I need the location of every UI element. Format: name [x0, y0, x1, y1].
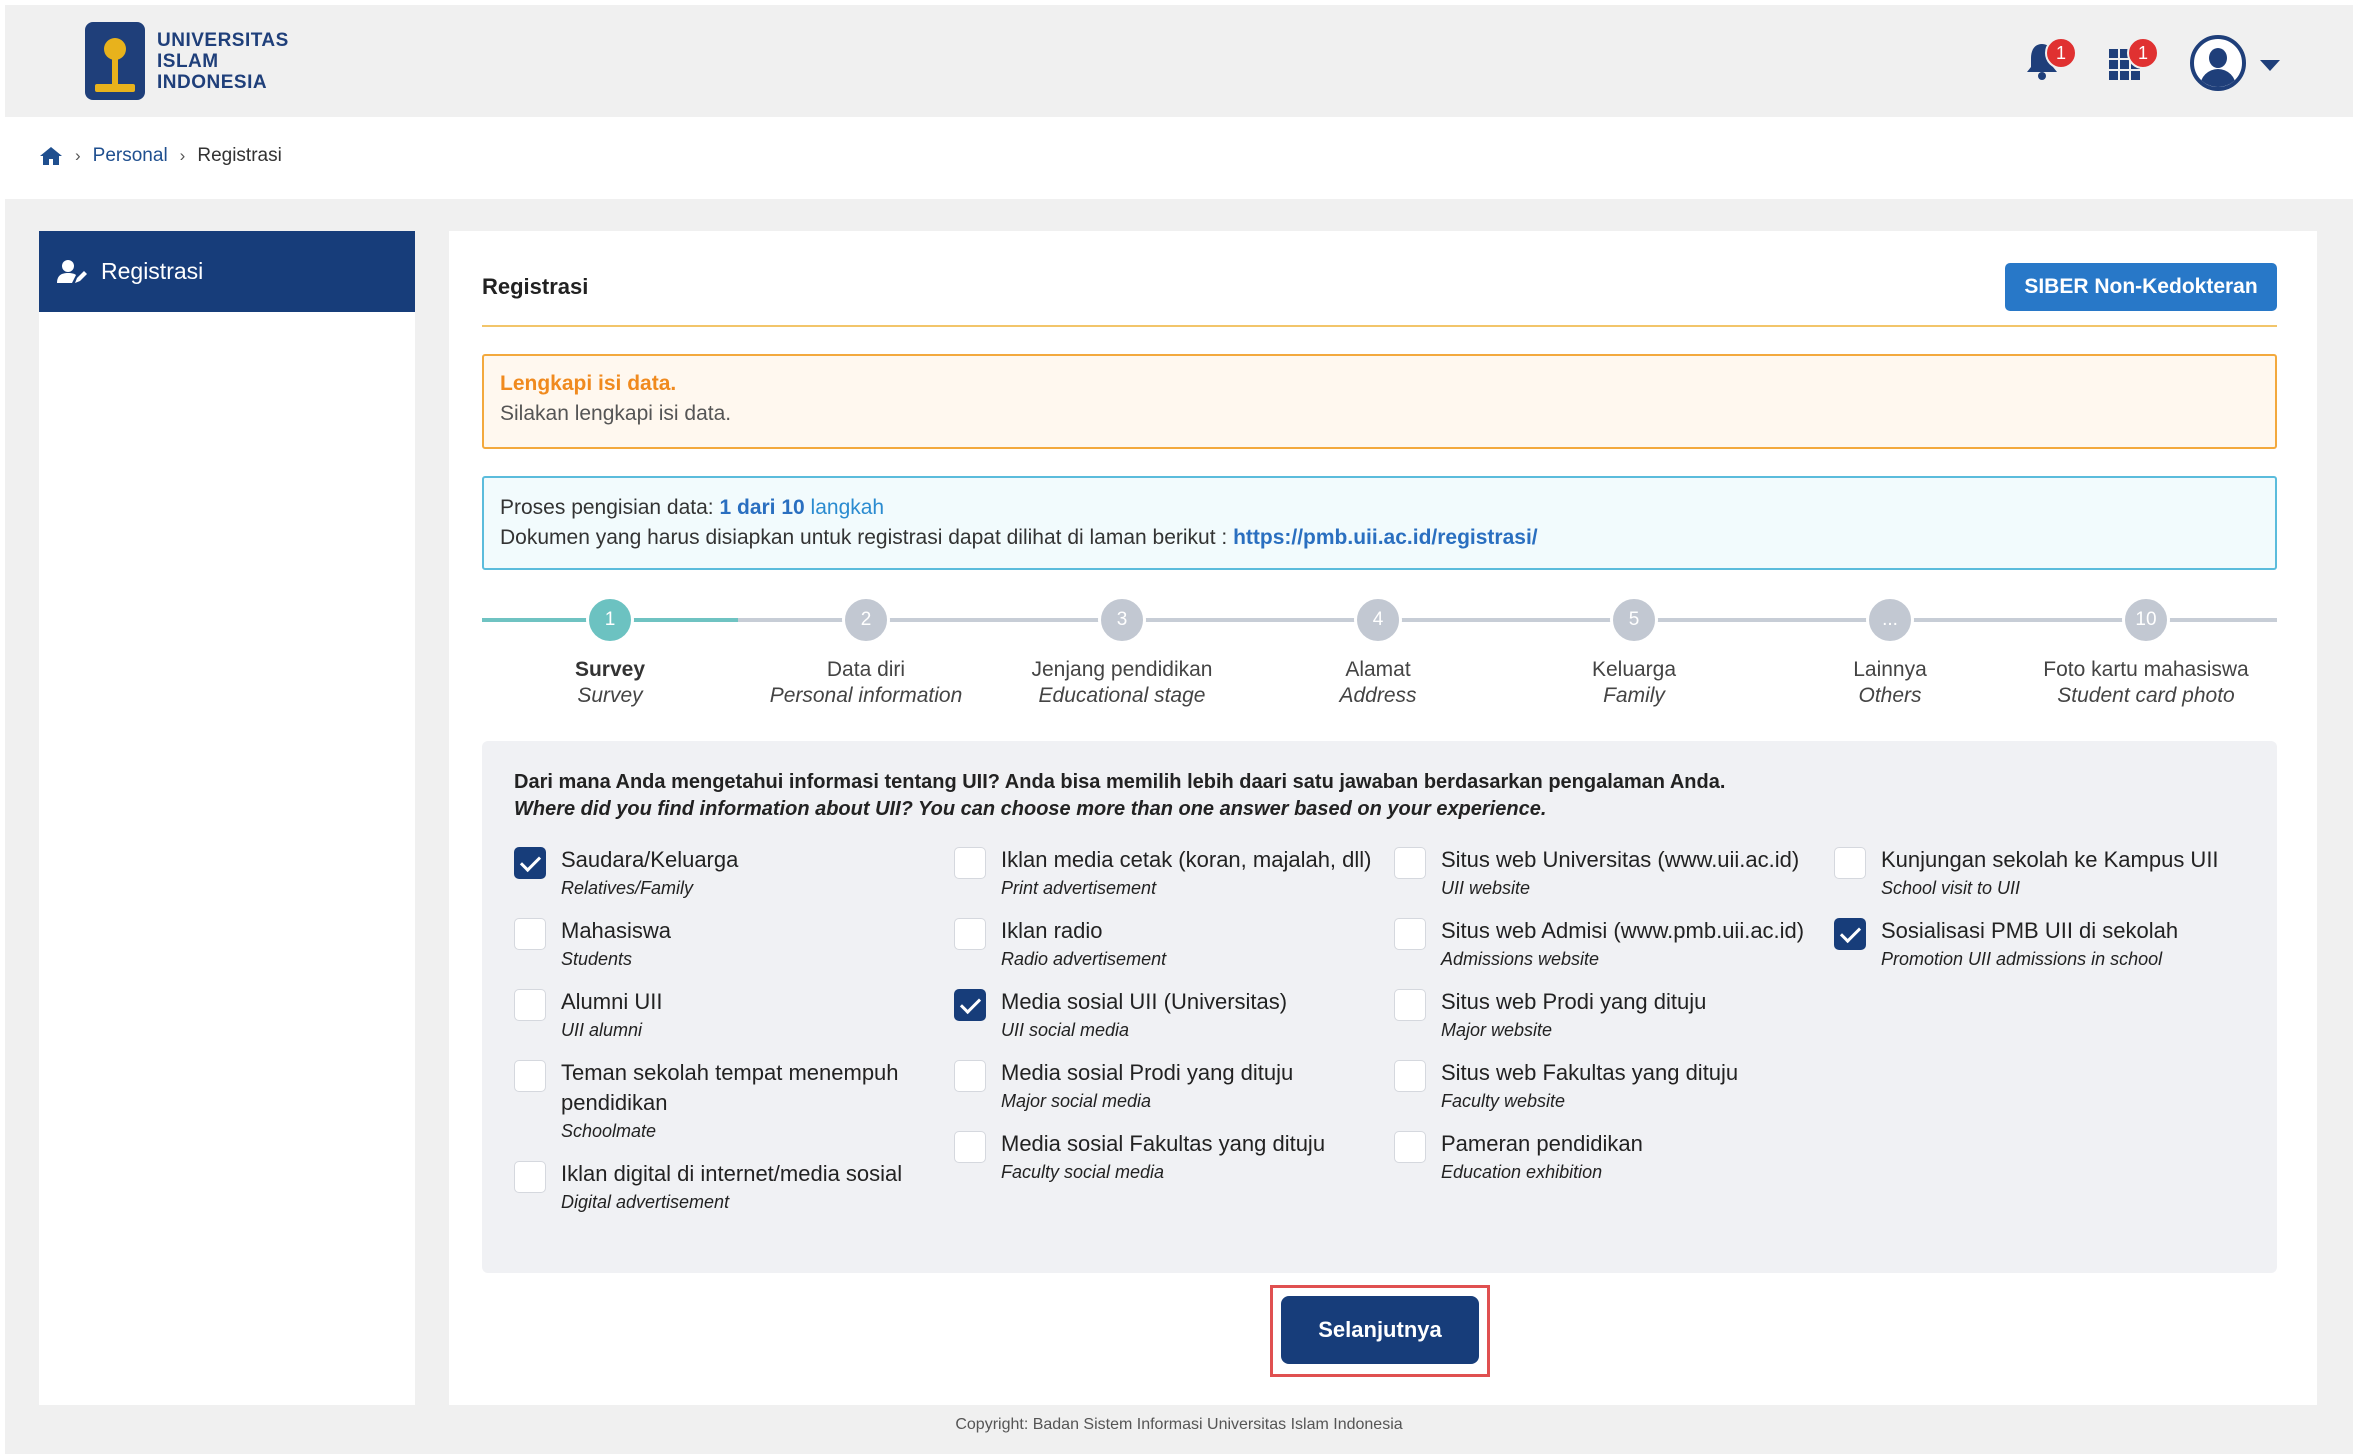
checkbox[interactable] [514, 989, 546, 1021]
notifications-button[interactable] [2025, 41, 2066, 86]
option-label: Sosialisasi PMB UII di sekolah [1881, 918, 2179, 943]
sidebar [39, 231, 415, 1405]
sidebar-item-registrasi[interactable] [39, 231, 415, 312]
checkbox[interactable] [514, 1060, 546, 1092]
option-situs-web-prodi[interactable] [1394, 987, 1834, 1043]
warning-text: Silakan lengkapi isi data. [500, 402, 732, 425]
checkbox[interactable] [954, 1131, 986, 1163]
option-teman-sekolah[interactable] [514, 1058, 954, 1144]
option-sublabel: Major website [1441, 1020, 1553, 1040]
survey-box [482, 741, 2277, 1273]
step-sublabel: Family [1603, 684, 1665, 707]
option-label: Iklan radio [1001, 918, 1103, 943]
option-label: Media sosial Fakultas yang dituju [1001, 1131, 1326, 1156]
checkbox[interactable] [1394, 1060, 1426, 1092]
option-saudara-keluarga[interactable] [514, 845, 954, 901]
step-dot: 5 [1610, 596, 1658, 644]
option-sublabel: Relatives/Family [561, 878, 694, 898]
option-media-sosial-uii[interactable] [954, 987, 1394, 1043]
step-data-diri[interactable] [738, 591, 994, 708]
survey-column-2 [954, 845, 1394, 1230]
option-sublabel: UII alumni [561, 1020, 643, 1040]
step-label: Alamat [1345, 658, 1411, 681]
checkbox[interactable] [954, 918, 986, 950]
option-sublabel: School visit to UII [1881, 878, 2021, 898]
checkbox[interactable] [514, 918, 546, 950]
breadcrumb [39, 145, 282, 167]
step-keluarga[interactable] [1506, 591, 1762, 708]
step-label: Foto kartu mahasiswa [2043, 658, 2249, 681]
apps-badge: 1 [2127, 37, 2159, 69]
option-label: Teman sekolah tempat menempuh pendidikan [561, 1060, 899, 1115]
breadcrumb-personal-link[interactable]: Personal [92, 145, 168, 166]
step-lainnya[interactable] [1762, 591, 2018, 708]
uii-emblem-icon [85, 22, 145, 100]
step-dot: 3 [1098, 596, 1146, 644]
step-dot: 1 [586, 596, 634, 644]
next-button[interactable]: Selanjutnya [1281, 1296, 1479, 1364]
option-mahasiswa[interactable] [514, 916, 954, 972]
option-label: Situs web Universitas (www.uii.ac.id) [1441, 847, 1800, 872]
survey-question-en: Where did you find information about UII? You can choose more than one answer based on your experience. [514, 798, 1547, 820]
registration-stepper [482, 591, 2277, 711]
option-situs-web-admisi[interactable] [1394, 916, 1834, 972]
step-label: Lainnya [1853, 658, 1927, 681]
step-foto-kartu[interactable] [2018, 591, 2274, 708]
checkbox[interactable] [514, 1161, 546, 1193]
user-avatar[interactable] [2190, 35, 2246, 91]
checkbox[interactable] [1394, 847, 1426, 879]
option-sosialisasi-pmb[interactable] [1834, 916, 2274, 972]
breadcrumb-current: Registrasi [197, 145, 282, 166]
checkbox[interactable] [954, 1060, 986, 1092]
checkbox[interactable] [514, 847, 546, 879]
step-sublabel: Personal information [769, 684, 963, 707]
option-situs-web-universitas[interactable] [1394, 845, 1834, 901]
option-sublabel: Schoolmate [561, 1121, 657, 1141]
option-label: Situs web Prodi yang dituju [1441, 989, 1707, 1014]
option-label: Situs web Admisi (www.pmb.uii.ac.id) [1441, 918, 1805, 943]
step-label: Survey [574, 658, 646, 681]
option-sublabel: Major social media [1001, 1091, 1152, 1111]
step-label: Data diri [826, 658, 906, 681]
top-header [5, 5, 2353, 117]
uii-logo[interactable] [85, 22, 289, 100]
option-sublabel: Admissions website [1441, 949, 1600, 969]
survey-column-4 [1834, 845, 2274, 1230]
checkbox[interactable] [1394, 1131, 1426, 1163]
checkbox[interactable] [1834, 918, 1866, 950]
user-edit-icon [57, 259, 87, 285]
breadcrumb-separator-icon: › [179, 146, 186, 165]
survey-options [514, 845, 2274, 1230]
option-sublabel: Digital advertisement [561, 1192, 730, 1212]
step-sublabel: Address [1339, 684, 1417, 707]
checkbox[interactable] [954, 989, 986, 1021]
warning-title: Lengkapi isi data. [500, 372, 677, 395]
option-label: Media sosial UII (Universitas) [1001, 989, 1288, 1014]
option-sublabel: Education exhibition [1441, 1162, 1603, 1182]
option-sublabel: Promotion UII admissions in school [1881, 949, 2163, 969]
progress-suffix: langkah [804, 496, 885, 519]
option-label: Iklan media cetak (koran, majalah, dll) [1001, 847, 1372, 872]
option-label: Saudara/Keluarga [561, 847, 739, 872]
option-label: Situs web Fakultas yang dituju [1441, 1060, 1739, 1085]
survey-column-1 [514, 845, 954, 1230]
option-sublabel: Faculty website [1441, 1091, 1566, 1111]
option-sublabel: UII website [1441, 878, 1531, 898]
checkbox[interactable] [1834, 847, 1866, 879]
home-icon[interactable] [39, 146, 63, 166]
step-label: Keluarga [1591, 658, 1677, 681]
step-survey[interactable] [482, 591, 738, 708]
step-jenjang-pendidikan[interactable] [994, 591, 1250, 708]
checkbox[interactable] [1394, 918, 1426, 950]
option-pameran-pendidikan[interactable] [1394, 1129, 1834, 1185]
step-sublabel: Others [1858, 684, 1922, 707]
step-dot: 4 [1354, 596, 1402, 644]
option-iklan-radio[interactable] [954, 916, 1394, 972]
apps-button[interactable] [2107, 41, 2148, 86]
step-sublabel: Survey [577, 684, 643, 707]
step-dot: 10 [2122, 596, 2170, 644]
option-situs-web-fakultas[interactable] [1394, 1058, 1834, 1114]
option-iklan-media-cetak[interactable] [954, 845, 1394, 901]
option-kunjungan-sekolah[interactable] [1834, 845, 2274, 901]
option-iklan-digital[interactable] [514, 1159, 954, 1215]
main-panel [449, 231, 2317, 1405]
step-sublabel: Student card photo [2057, 684, 2235, 707]
docs-text: Dokumen yang harus disiapkan untuk registrasi dapat dilihat di laman berikut : [500, 526, 1234, 549]
progress-prefix: Proses pengisian data: [500, 496, 720, 519]
survey-column-3 [1394, 845, 1834, 1230]
step-dot: ... [1866, 596, 1914, 644]
warning-alert [482, 354, 2277, 449]
logo-text: UNIVERSITAS ISLAM INDONESIA [157, 29, 289, 93]
option-label: Iklan digital di internet/media sosial [561, 1161, 903, 1186]
progress-step: 1 dari 10 [719, 496, 805, 519]
breadcrumb-separator-icon: › [75, 146, 81, 165]
option-sublabel: Print advertisement [1001, 878, 1157, 898]
info-alert [482, 476, 2277, 570]
option-media-sosial-prodi[interactable] [954, 1058, 1394, 1114]
step-label: Jenjang pendidikan [1031, 658, 1213, 681]
step-dot: 2 [842, 596, 890, 644]
title-divider [482, 325, 2277, 327]
step-sublabel: Educational stage [1038, 684, 1206, 707]
option-media-sosial-fakultas[interactable] [954, 1129, 1394, 1185]
option-sublabel: Faculty social media [1001, 1162, 1165, 1182]
survey-question: Dari mana Anda mengetahui informasi tentang UII? Anda bisa memilih lebih daari satu jawaban berdasarkan pengalaman Anda. [514, 771, 1726, 793]
option-label: Alumni UII [561, 989, 663, 1014]
page-title: Registrasi [482, 274, 589, 299]
option-sublabel: Students [561, 949, 633, 969]
option-label: Pameran pendidikan [1441, 1131, 1643, 1156]
footer-copyright: Copyright: Badan Sistem Informasi Universitas Islam Indonesia [955, 1416, 1403, 1433]
option-alumni-uii[interactable] [514, 987, 954, 1043]
checkbox[interactable] [954, 847, 986, 879]
option-label: Mahasiswa [561, 918, 672, 943]
docs-link[interactable]: https://pmb.uii.ac.id/registrasi/ [1233, 526, 1538, 549]
checkbox[interactable] [1394, 989, 1426, 1021]
siber-non-kedokteran-button[interactable]: SIBER Non-Kedokteran [2005, 263, 2277, 311]
option-label: Media sosial Prodi yang dituju [1001, 1060, 1294, 1085]
option-label: Kunjungan sekolah ke Kampus UII [1881, 847, 2219, 872]
sidebar-item-label: Registrasi [101, 258, 204, 284]
option-sublabel: Radio advertisement [1001, 949, 1167, 969]
step-alamat[interactable] [1250, 591, 1506, 708]
breadcrumb-bar [5, 117, 2353, 199]
option-sublabel: UII social media [1001, 1020, 1130, 1040]
user-menu-chevron-down-icon[interactable] [2260, 60, 2280, 71]
notifications-badge: 1 [2045, 37, 2077, 69]
